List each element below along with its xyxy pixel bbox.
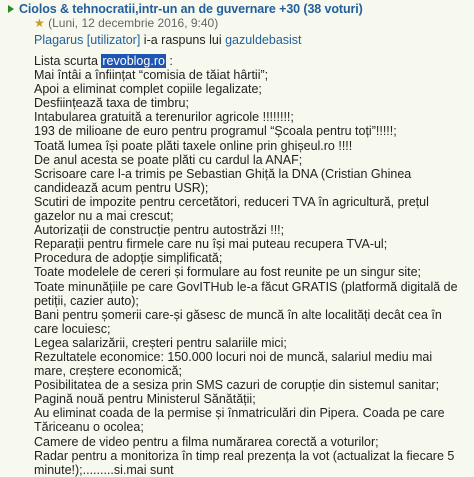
body-line: Toate modelele de cereri și formulare au fost reunite pe un singur site; [34,265,422,280]
body-line: Rezultatele economice: 150.000 locuri noi de muncă, salariul mediu mai mare, creștere economică; [34,349,433,379]
post-meta [34,16,468,30]
reply-author-link[interactable]: Plagarus [utilizator] [34,33,141,47]
body-line: Legea salarizării, creșteri pentru salariile mici; [34,335,287,350]
body-line: Intabularea gratuită a terenurilor agricole !!!!!!!!; [34,110,294,125]
body-line: Scutiri de impozite pentru cercetători, reduceri TVA în agricultură, prețul gazelor nu a mai crescut; [34,194,429,224]
star-icon: ★ [34,16,45,30]
body-line: De anul acesta se poate plăti cu cardul la ANAF; [34,152,303,167]
body-lines [34,68,459,477]
body-line: Mai întâi a înființat “comisia de tăiat hârtii”; [34,68,269,83]
body-line: Autorizații de construcție pentru autostrăzi !!!; [34,223,285,238]
body-line: Bani pentru șomerii care-și găsesc de muncă în alte localități decât cea în care locuiesc; [34,307,442,336]
post-header [6,2,468,16]
comment-body [34,54,459,477]
body-line: Scrisoare care l-a trimis pe Sebastian Ghiță la DNA (Cristian Ghinea candidează acum pentru USR); [34,166,412,195]
intro-colon: : [165,54,173,68]
expand-arrow-icon[interactable] [8,5,14,13]
reply-text: i-a raspuns lui [140,33,226,47]
post-date: (Luni, 12 decembrie 2016, 9:40) [48,16,219,30]
body-line: Radar pentru a monitoriza în timp real prezența la vot (actualizat la fiecare 5 minute!);.........si.mai sunt [34,448,455,477]
body-line: Apoi a eliminat complet copiile legalizate; [34,82,262,97]
body-line: Toate minunățiile pe care GovITHub le-a făcut GRATIS (platformă digitală de petiții, cazier auto); [34,279,458,308]
comment-post [0,2,474,477]
post-title[interactable]: Ciolos & tehnocratii,intr-un an de guvernare +30 (38 voturi) [19,2,363,16]
body-line: Toată lumea își poate plăti taxele online prin ghișeul.ro !!!! [34,138,353,153]
reply-line [34,32,468,48]
intro-text: Lista scurta [34,54,102,68]
body-line: Posibilitatea de a sesiza prin SMS cazuri de corupție din sistemul sanitar; [34,378,440,393]
body-line: Procedura de adopție simplificată; [34,251,223,266]
reply-target-link[interactable]: gazuldebasist [225,33,302,47]
body-line: 193 de milioane de euro pentru programul “Școala pentru toți”!!!!!; [34,124,397,139]
revoblog-link[interactable]: revoblog.ro [102,54,165,68]
body-line: Au eliminat coada de la permise și înmatriculări din Pipera. Coada pe care Tăriceanu o ocolea; [34,406,445,435]
body-line: Reparații pentru firmele care nu își mai puteau recupera TVA-ul; [34,237,388,252]
intro-line [34,54,459,68]
body-line: Camere de video pentru a filma numărarea corectă a voturilor; [34,434,379,449]
body-line: Pagină nouă pentru Ministerul Sănătății; [34,392,256,407]
body-line: Desființează taxa de timbru; [34,96,189,111]
